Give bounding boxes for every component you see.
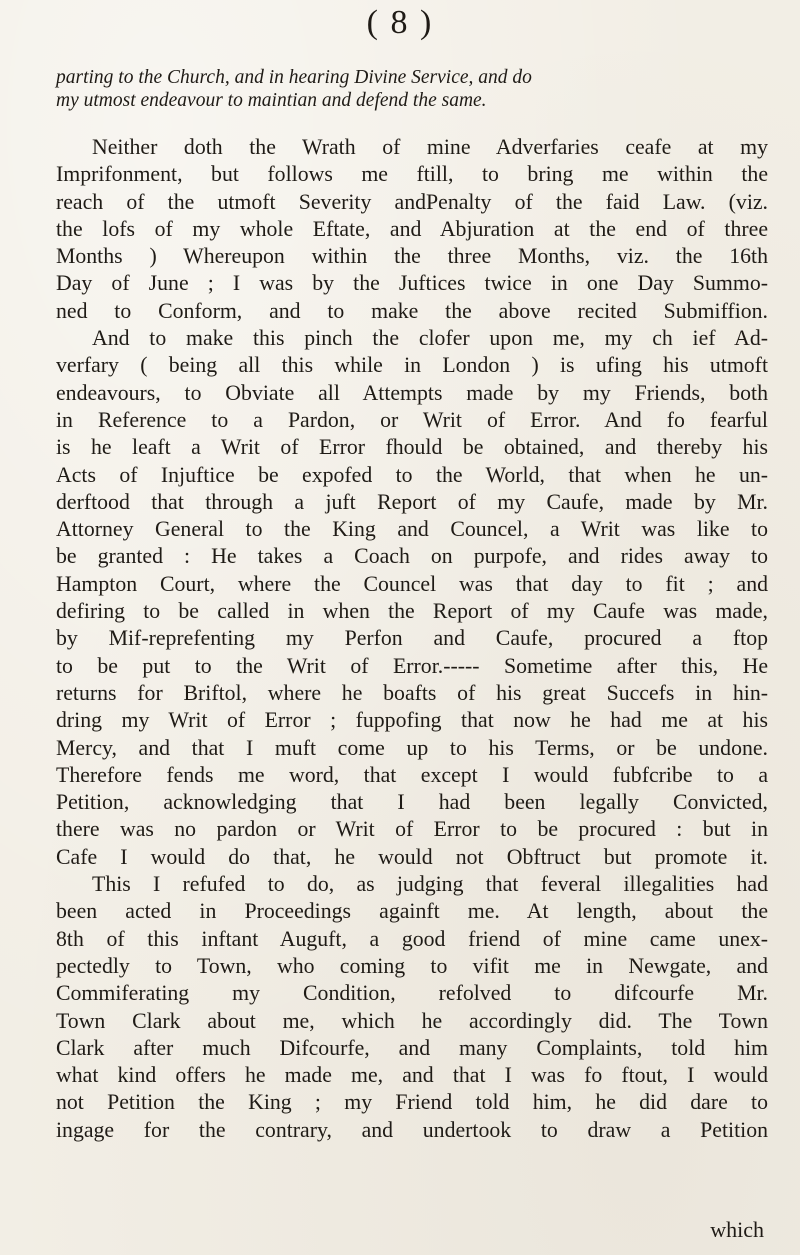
body-line: by Mif-reprefenting my Perfon and Caufe, procured a ftop — [56, 626, 768, 651]
body-line: And to make this pinch the clofer upon me, my ch ief Ad- — [92, 326, 768, 351]
intro-paragraph — [56, 66, 766, 112]
body-line: Therefore fends me word, that except I would fubfcribe to a — [56, 762, 768, 787]
page-number: ( 8 ) — [366, 4, 434, 41]
body-line: verfary ( being all this while in London ) is ufing his utmoft — [56, 353, 768, 378]
body-line: Neither doth the Wrath of mine Adverfaries ceafe at my — [92, 135, 768, 159]
body-line: ned to Conform, and to make the above recited Submiffion. — [56, 298, 768, 323]
body-line: defiring to be called in when the Report of my Caufe was made, — [56, 599, 768, 624]
body-line: there was no pardon or Writ of Error to be procured : but in — [56, 817, 768, 842]
body-line: what kind offers he made me, and that I was fo ftout, I would — [56, 1063, 768, 1088]
body-line: Hampton Court, where the Councel was that day to fit ; and — [56, 571, 768, 596]
body-line: Months ) Whereupon within the three Months, viz. the 16th — [56, 244, 768, 269]
body-paragraph — [56, 134, 768, 1144]
body-line: Imprifonment, but follows me ftill, to bring me within the — [56, 162, 768, 187]
body-line: Petition, acknowledging that I had been legally Convicted, — [56, 790, 768, 815]
catchword: which — [710, 1217, 764, 1242]
body-line: Clark after much Difcourfe, and many Complaints, told him — [56, 1035, 768, 1060]
body-line: pectedly to Town, who coming to vifit me in Newgate, and — [56, 953, 768, 978]
intro-line: parting to the Church, and in hearing Divine Service, and do — [56, 67, 532, 88]
body-line: been acted in Proceedings againft me. At length, about the — [56, 899, 768, 924]
body-line: Mercy, and that I muft come up to his Terms, or be undone. — [56, 735, 768, 760]
body-line: Cafe I would do that, he would not Obftruct but promote it. — [56, 844, 768, 869]
body-line: dring my Writ of Error ; fuppofing that now he had me at his — [56, 708, 768, 733]
body-line: derftood that through a juft Report of my Caufe, made by Mr. — [56, 489, 768, 514]
body-line: is he leaft a Writ of Error fhould be obtained, and thereby his — [56, 435, 768, 460]
body-line: endeavours, to Obviate all Attempts made by my Friends, both — [56, 380, 768, 405]
body-line: be granted : He takes a Coach on purpofe, and rides away to — [56, 544, 768, 569]
body-line: Town Clark about me, which he accordingly did. The Town — [56, 1008, 768, 1033]
intro-line: my utmost endeavour to maintian and defend the same. — [56, 90, 487, 111]
body-line: Day of June ; I was by the Juftices twice in one Day Summo- — [56, 271, 768, 296]
body-line: to be put to the Writ of Error.----- Sometime after this, He — [56, 653, 768, 678]
body-line: Commiferating my Condition, refolved to difcourfe Mr. — [56, 981, 768, 1006]
body-line: in Reference to a Pardon, or Writ of Error. And fo fearful — [56, 407, 768, 432]
body-line: 8th of this inftant Auguft, a good friend of mine came unex- — [56, 926, 768, 951]
body-line: Attorney General to the King and Councel, a Writ was like to — [56, 517, 768, 542]
body-line: not Petition the King ; my Friend told him, he did dare to — [56, 1090, 768, 1115]
body-line: returns for Briftol, where he boafts of his great Succefs in hin- — [56, 680, 768, 705]
body-line: Acts of Injuftice be expofed to the World, that when he un- — [56, 462, 768, 487]
body-line: the lofs of my whole Eftate, and Abjuration at the end of three — [56, 216, 768, 241]
body-line: reach of the utmoft Severity andPenalty of the faid Law. (viz. — [56, 189, 768, 214]
body-line: ingage for the contrary, and undertook to draw a Petition — [56, 1117, 768, 1142]
body-line: This I refufed to do, as judging that feveral illegalities had — [92, 872, 768, 897]
